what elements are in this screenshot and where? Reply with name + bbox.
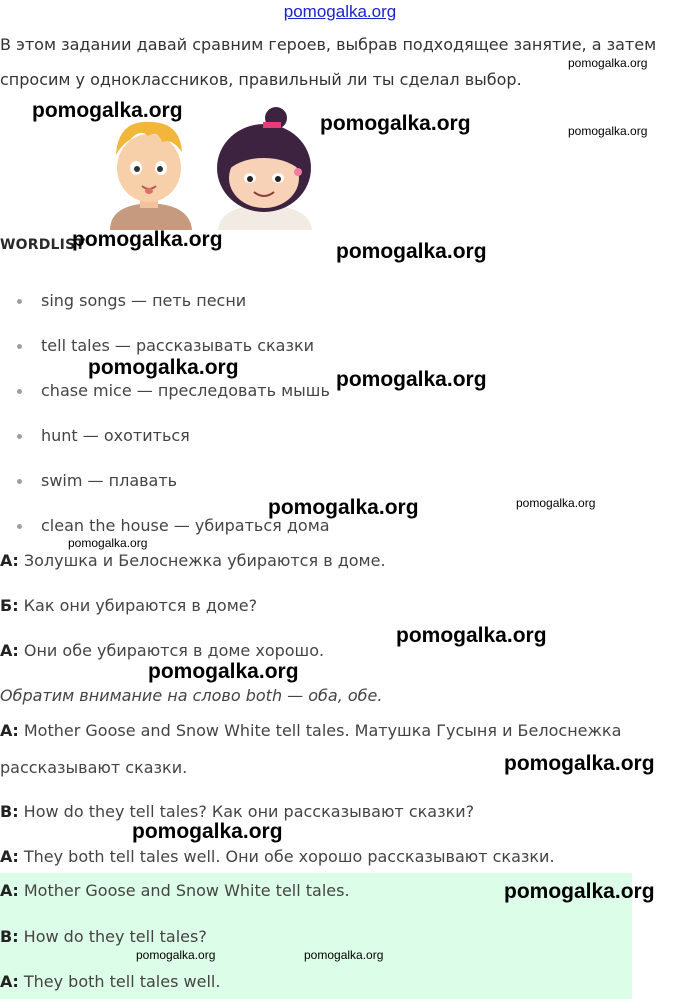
bullet-icon xyxy=(17,434,22,439)
speaker-label: А: xyxy=(0,641,19,660)
intro-line-2: спросим у одноклассников, правильный ли ты сделал выбор. xyxy=(0,70,522,89)
wordlist-item: hunt — охотиться xyxy=(41,426,190,445)
watermark: pomogalka.org xyxy=(568,124,648,138)
speaker-label: B: xyxy=(0,927,19,946)
watermark: pomogalka.org xyxy=(504,880,655,903)
dialog-line xyxy=(0,596,257,615)
bullet-icon xyxy=(17,299,22,304)
watermark: pomogalka.org xyxy=(336,240,487,263)
dialog-text: Золушка и Белоснежка убираются в доме. xyxy=(18,551,386,570)
speaker-label: B: xyxy=(0,802,19,821)
watermark: pomogalka.org xyxy=(268,496,419,519)
girl-character-image xyxy=(217,107,312,230)
watermark: pomogalka.org xyxy=(336,368,487,391)
speaker-label: А: xyxy=(0,881,19,900)
dialog-text: They both tell tales well. Они обе хорошо рассказывают сказки. xyxy=(18,847,555,866)
wordlist-item: tell tales — рассказывать сказки xyxy=(41,336,315,355)
watermark: pomogalka.org xyxy=(132,820,283,843)
dialog-text: They both tell tales well. xyxy=(18,972,221,991)
watermark: pomogalka.org xyxy=(320,112,471,135)
wordlist-item: swim — плавать xyxy=(41,471,178,490)
speaker-label: А: xyxy=(0,551,19,570)
bullet-icon xyxy=(17,344,22,349)
watermark: pomogalka.org xyxy=(504,752,655,775)
dialog-line xyxy=(0,641,324,660)
dialog-line xyxy=(0,972,220,991)
speaker-label: А: xyxy=(0,847,19,866)
dialog-line xyxy=(0,847,555,866)
watermark: pomogalka.org xyxy=(136,948,216,962)
bullet-icon xyxy=(17,479,22,484)
bullet-icon xyxy=(17,524,22,529)
watermark: pomogalka.org xyxy=(148,660,299,683)
dialog-text: Как они убираются в доме? xyxy=(18,596,258,615)
wordlist-item: chase mice — преследовать мышь xyxy=(41,381,330,400)
dialog-line xyxy=(0,881,350,900)
dialog-text: Mother Goose and Snow White tell tales. Матушка Гусыня и Белоснежка xyxy=(18,721,622,740)
dialog-text: How do they tell tales? Как они рассказывают сказки? xyxy=(18,802,475,821)
speaker-label: А: xyxy=(0,972,19,991)
watermark: pomogalka.org xyxy=(568,56,648,70)
dialog-line xyxy=(0,721,621,740)
dialog-line xyxy=(0,927,207,946)
dialog-text: How do they tell tales? xyxy=(18,927,207,946)
dialog-text: Они обе убираются в доме хорошо. xyxy=(18,641,325,660)
speaker-label: А: xyxy=(0,721,19,740)
boy-character-image xyxy=(110,122,192,230)
speaker-label: Б: xyxy=(0,596,19,615)
watermark: pomogalka.org xyxy=(396,624,547,647)
wordlist-heading: WORDLIST xyxy=(0,237,86,253)
dialog-text: Mother Goose and Snow White tell tales. xyxy=(18,881,350,900)
watermark: pomogalka.org xyxy=(516,496,596,510)
bullet-icon xyxy=(17,389,22,394)
dialog-line xyxy=(0,802,474,821)
wordlist-item: clean the house — убираться дома xyxy=(41,516,330,535)
dialog-line xyxy=(0,551,386,570)
watermark: pomogalka.org xyxy=(88,356,239,379)
wordlist-item: sing songs — петь песни xyxy=(41,291,247,310)
both-note: Обратим внимание на слово both — оба, обе. xyxy=(0,686,383,705)
watermark: pomogalka.org xyxy=(68,536,148,550)
site-title-link[interactable]: pomogalka.org xyxy=(283,2,397,21)
intro-line-1: В этом задании давай сравним героев, выбрав подходящее занятие, а затем xyxy=(0,35,657,54)
watermark: pomogalka.org xyxy=(72,228,223,251)
watermark: pomogalka.org xyxy=(304,948,384,962)
dialog-text-continued: рассказывают сказки. xyxy=(0,758,188,777)
watermark: pomogalka.org xyxy=(32,99,183,122)
